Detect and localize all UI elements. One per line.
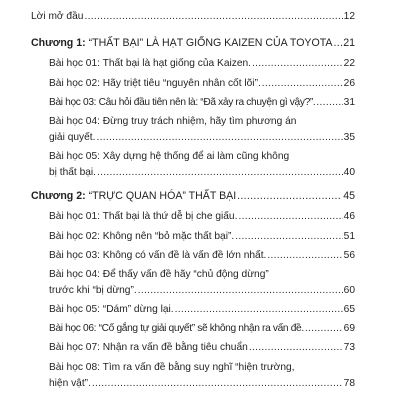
toc-entry-page: 26	[343, 78, 355, 89]
dot-leader	[267, 249, 342, 262]
toc-entry-page: 65	[343, 304, 355, 315]
toc-entry-title-line1: Bài học 04: Đừng truy trách nhiệm, hãy tìm phương án	[49, 116, 297, 127]
dot-leader	[235, 230, 342, 243]
chapter-label: Chương 2:	[31, 190, 86, 202]
toc-entry-page: 12	[343, 11, 355, 22]
dot-leader	[138, 284, 343, 297]
chapter-label: Chương 1:	[31, 37, 86, 49]
toc-entry-page: 60	[343, 285, 355, 296]
dot-leader	[237, 190, 342, 203]
toc-entry-page: 31	[343, 97, 355, 108]
chapter-title: “TRỰC QUAN HÓA” THẤT BẠI	[88, 190, 237, 202]
toc-entry-page: 35	[343, 132, 355, 143]
dot-leader	[84, 10, 342, 23]
toc-entry-title-line2: bị thất bại.	[49, 167, 97, 178]
toc-entry-page: 73	[343, 342, 355, 353]
toc-entry-title-line1: Bài học 08: Tìm ra vấn đề bằng suy nghĩ “hiện trường,	[49, 362, 295, 373]
toc-entry-page: 21	[343, 37, 355, 49]
toc-entry-title: Bài học 01: Thất bại là hạt giống của Kaizen.	[49, 58, 252, 69]
toc-entry-page: 45	[343, 190, 355, 202]
toc-entry-title: Bài học 07: Nhận ra vấn đề bằng tiêu chuẩn	[49, 342, 248, 353]
toc-entry-title: Bài học 01: Thất bại là thứ dễ bị che giấu.	[49, 211, 238, 222]
dot-leader	[97, 166, 343, 179]
toc-entry-title-line2: giải quyết.	[49, 132, 96, 143]
dot-leader	[175, 303, 343, 316]
toc-entry-page: 78	[343, 378, 355, 389]
dot-leader	[334, 37, 343, 50]
toc-entry-title: Bài học 06: “Cố gắng tự giải quyết” sẽ không nhận ra vấn đề.	[49, 323, 304, 334]
toc-entry-title-line1: Bài học 04: Để thấy vấn đề hãy “chủ động dừng”	[49, 269, 269, 280]
dot-leader	[262, 77, 343, 90]
chapter-title: “THẤT BẠI” LÀ HẠT GIỐNG KAIZEN CỦA TOYOTA	[88, 37, 333, 49]
toc-entry-page: 69	[343, 323, 355, 334]
dot-leader	[316, 96, 342, 109]
dot-leader	[92, 377, 343, 390]
dot-leader	[252, 57, 343, 70]
toc-entry-title: Bài học 02: Không nên “bỏ mặc thất bại”.	[49, 231, 235, 242]
toc-entry-page: 56	[343, 250, 355, 261]
toc-entry-page: 40	[343, 167, 355, 178]
toc-entry-page: 46	[343, 211, 355, 222]
toc-entry-page: 22	[343, 58, 355, 69]
toc-entry-title-line2: trước khi “bị dừng”.	[49, 285, 137, 296]
toc-entry-title: Bài học 02: Hãy triệt tiêu “nguyên nhân cốt lõi”.	[49, 78, 261, 89]
dot-leader	[305, 322, 343, 335]
dot-leader	[249, 341, 343, 354]
toc-entry-title: Lời mở đầu	[31, 11, 84, 22]
dot-leader	[96, 131, 342, 144]
toc-entry-title-line1: Bài học 05: Xây dựng hệ thống để ai làm cũng không	[49, 151, 290, 162]
toc-entry-title: Bài học 05: “Dám” dừng lại.	[49, 304, 174, 315]
toc-entry-title: Bài học 03: Không có vấn đề là vấn đề lớn nhất.	[49, 250, 267, 261]
toc-entry-page: 51	[343, 231, 355, 242]
toc-entry-title: Bài học 03: Câu hỏi đầu tiên nên là: “Đã xảy ra chuyện gì vậy?”.	[49, 97, 316, 108]
toc-entry-title-line2: hiện vật”.	[49, 378, 91, 389]
dot-leader	[238, 210, 342, 223]
